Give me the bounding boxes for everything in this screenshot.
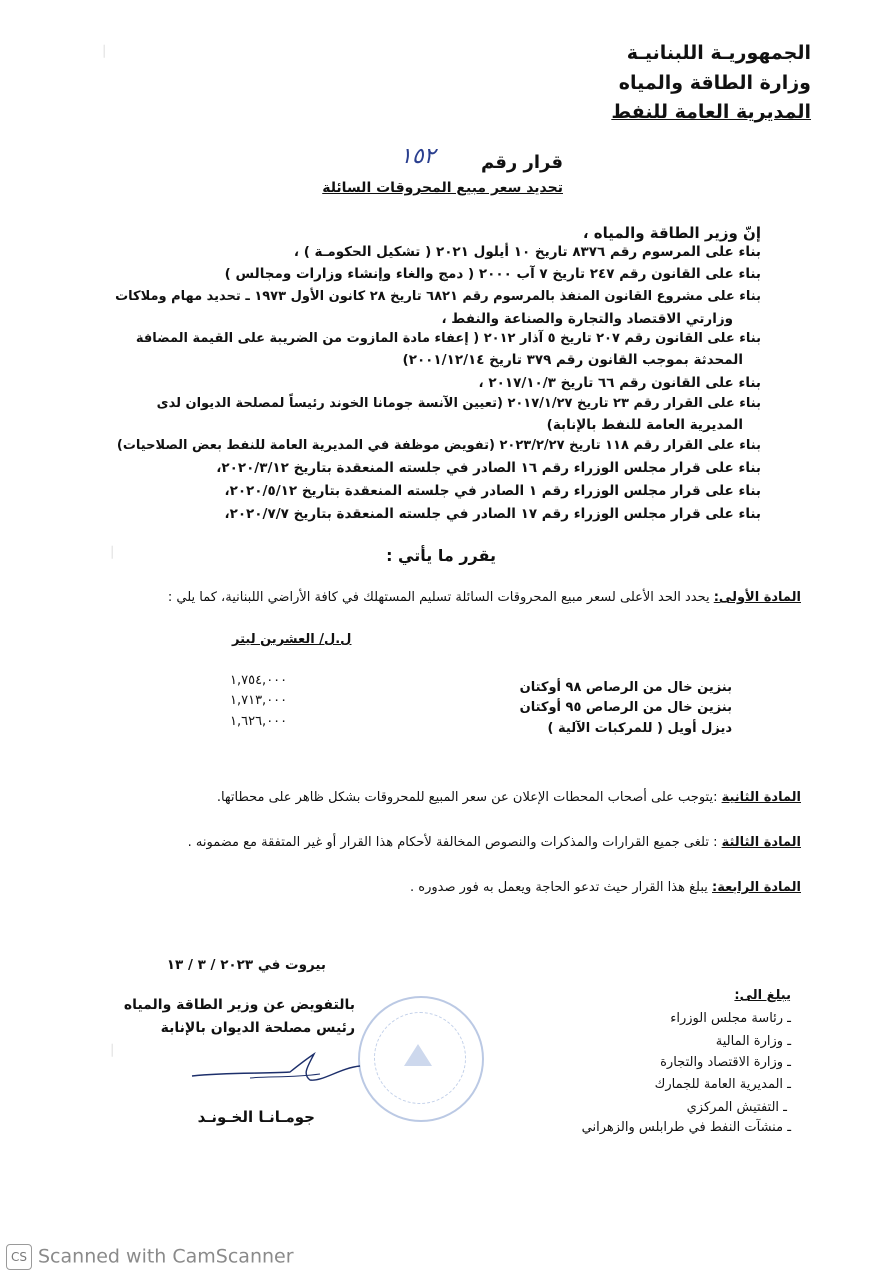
scan-artifact: ᛁ [100,44,109,60]
recital-line: بناء على مشروع القانون المنفذ بالمرسوم رقم ٦٨٢١ تاريخ ٢٨ كانون الأول ١٩٧٣ ـ تحديد مهام وملاكات [115,289,761,304]
decision-label: قرار رقم [480,152,563,173]
price-value: ١,٧٥٤,٠٠٠ [230,673,288,688]
price-unit: ل.ل/ العشرين ليتر [232,632,352,647]
decision-subject: تحديد سعر مبيع المحروقات السائلة [322,180,563,196]
recital-line: بناء على القرار رقم ١١٨ تاريخ ٢٠٢٣/٢/٢٧ (تفويض موظفة في المديرية العامة للنفط بعض الصلاحيات) [116,438,761,453]
signature-title: رئيس مصلحة الديوان بالإنابة [160,1020,355,1036]
decision-number: ١٥٢ [400,144,436,169]
distribution-item: ـ المديرية العامة للجمارك [654,1077,791,1092]
decides-heading: يقرر ما يأتي : [386,546,496,565]
distribution-title: يبلغ الى: [734,988,791,1003]
official-stamp [358,996,484,1122]
price-value: ١,٦٢٦,٠٠٠ [230,714,288,729]
article-2 [217,790,801,805]
recital-line: المحدثة بموجب القانون رقم ٣٧٩ تاريخ ٢٠٠١/١٢/١٤) [402,352,743,368]
recital-line: بناء على قرار مجلس الوزراء رقم ١٦ الصادر في جلسته المنعقدة بتاريخ ٢٠٢٠/٣/١٢، [216,460,761,476]
handwritten-signature [190,1052,370,1092]
header-directorate: المديرية العامة للنفط [611,101,811,123]
recital-line: بناء على قرار مجلس الوزراء رقم ١٧ الصادر في جلسته المنعقدة بتاريخ ٢٠٢٠/٧/٧، [224,506,761,522]
article-1 [168,590,801,605]
product-name: بنزين خال من الرصاص ٩٥ أوكتان [519,700,732,715]
recital-line: بناء على القرار رقم ٢٣ تاريخ ٢٠١٧/١/٢٧ (تعيين الآنسة جومانا الخوند رئيساً لمصلحة الديوان لدى [156,396,761,411]
distribution-item: ـ وزارة الاقتصاد والتجارة [660,1055,791,1070]
distribution-item: ـ وزارة المالية [715,1034,791,1049]
recital-line: المديرية العامة للنفط بالإنابة) [546,417,743,433]
recital-line: بناء على المرسوم رقم ٨٣٧٦ تاريخ ١٠ أيلول ٢٠٢١ ( تشكيل الحكومـة ) ، [293,244,761,260]
watermark-text: Scanned with CamScanner [38,1245,294,1268]
article-3-label: المادة الثالثة [721,835,801,850]
signatory-name: جومـانـا الخـونـد [197,1108,315,1126]
minister-line: إنّ وزير الطاقة والمياه ، [582,224,761,242]
camscanner-logo-icon: CS [6,1244,32,1270]
article-1-label: المادة الأولى: [713,590,801,605]
recital-line: بناء على قرار مجلس الوزراء رقم ١ الصادر في جلسته المنعقدة بتاريخ ٢٠٢٠/٥/١٢، [224,483,761,499]
header-republic: الجمهوريـة اللبنانيـة [626,42,811,64]
stamp-emblem [404,1044,432,1066]
article-3-text: : تلغى جميع القرارات والمذكرات والنصوص المخالفة لأحكام هذا القرار أو غير المتفقة مع مضمونه . [187,835,722,850]
distribution-item: ـ منشآت النفط في طرابلس والزهراني [581,1120,791,1135]
recital-line: بناء على القانون رقم ٢٤٧ تاريخ ٧ آب ٢٠٠٠ ( دمج والغاء وإنشاء وزارات ومجالس ) [224,266,761,282]
article-3 [188,835,801,850]
article-4 [410,880,801,895]
header-ministry: وزارة الطاقة والمياه [618,72,811,94]
recital-line: بناء على القانون رقم ٦٦ تاريخ ٢٠١٧/١٠/٣ ، [478,375,761,391]
price-value: ١,٧١٣,٠٠٠ [230,693,288,708]
article-2-label: المادة الثانية [721,790,801,805]
product-name: بنزين خال من الرصاص ٩٨ أوكتان [519,680,732,695]
article-4-text: يبلغ هذا القرار حيث تدعو الحاجة ويعمل به فور صدوره . [410,880,712,895]
article-4-label: المادة الرابعة: [712,880,801,895]
recital-line: وزارتي الاقتصاد والتجارة والصناعة والنفط ، [441,311,733,327]
place-date: بيروت في ٢٠٢٣ / ٣ / ١٣ [166,957,326,973]
product-name: ديزل أويل ( للمركبات الآلية ) [547,721,732,736]
signature-delegation: بالتفويض عن وزير الطاقة والمياه [123,997,355,1013]
recital-line: بناء على القانون رقم ٢٠٧ تاريخ ٥ آذار ٢٠١٢ ( إعفاء مادة المازوت من الضريبة على القيمة المضافة [135,331,761,346]
distribution-item: ـ رئاسة مجلس الوزراء [670,1011,791,1026]
scan-artifact: ᛁ [108,545,117,561]
scan-artifact: ᛁ [108,1043,117,1059]
article-1-text: يحدد الحد الأعلى لسعر مبيع المحروقات السائلة تسليم المستهلك في كافة الأراضي اللبنانية، كما يلي : [167,590,714,605]
article-2-text: :يتوجب على أصحاب المحطات الإعلان عن سعر المبيع للمحروقات بشكل ظاهر على محطاتها. [216,790,722,805]
distribution-item: ـ التفتيش المركزي [686,1100,787,1115]
camscanner-watermark [6,1244,294,1270]
